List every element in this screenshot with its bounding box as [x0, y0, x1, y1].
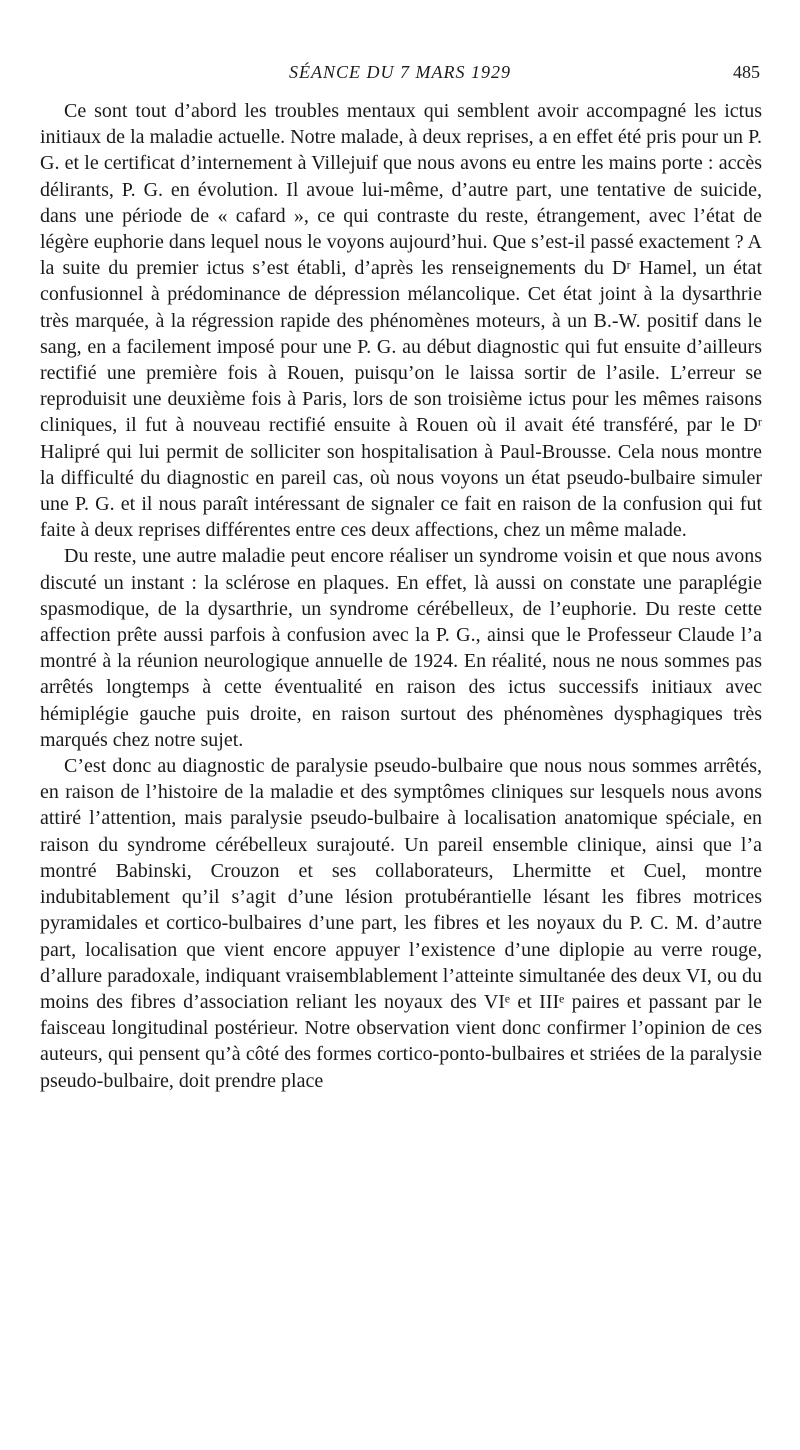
- running-head: [0, 62, 800, 88]
- paragraph-2: Du reste, une autre maladie peut encore réaliser un syndrome voisin et que nous avons discuté un instant : la sclérose en plaques. En effet, là aussi on constate une paraplégie spasmodique, de la dysarthrie, un syndrome cérébelleux, de l’euphorie. Du reste cette affection prête aussi parfois à confusion avec la P. G., ainsi que le Professeur Claude l’a montré à la réunion neurologique annuelle de 1924. En réalité, nous ne nous sommes pas arrêtés longtemps à cette éventualité en raison des ictus successifs initiaux avec hémiplégie gauche puis droite, en raison surtout des phénomènes dysphagiques très marqués chez notre sujet.: [40, 545, 762, 751]
- page-number: 485: [733, 62, 760, 82]
- running-title: SÉANCE DU 7 MARS 1929: [289, 62, 511, 82]
- body-text: [40, 98, 762, 1094]
- paragraph-3: C’est donc au diagnostic de paralysie pseudo-bulbaire que nous nous sommes arrêtés, en raison de l’histoire de la maladie et des symptômes cliniques sur lesquels nous avons attiré l’attention, mais paralysie pseudo-bulbaire à localisation anatomique spéciale, en raison du syndrome cérébelleux surajouté. Un pareil ensemble clinique, ainsi que l’a montré Babinski, Crouzon et ses collaborateurs, Lhermitte et Cuel, montre indubitablement qu’il s’agit d’une lésion protubérantielle lésant les fibres motrices pyramidales et cortico-bulbaires d’une part, les fibres et les noyaux du P. C. M. d’autre part, localisation que vient encore appuyer l’existence d’une diplopie au verre rouge, d’allure paradoxale, indiquant vraisemblablement l’atteinte simultanée des deux VI, ou du moins des fibres d’association reliant les noyaux des VIᵉ et IIIᵉ paires et passant par le faisceau longitudinal postérieur. Notre observation vient donc confirmer l’opinion de ces auteurs, qui pensent qu’à côté des formes cortico-ponto-bulbaires et striées de la paralysie pseudo-bulbaire, doit prendre place: [40, 755, 762, 1092]
- paragraph-1: Ce sont tout d’abord les troubles mentaux qui semblent avoir accompagné les ictus initiaux de la maladie actuelle. Notre malade, à deux reprises, a en effet été pris pour un P. G. et le certificat d’internement à Villejuif que nous avons eu entre les mains porte : accès délirants, P. G. en évolution. Il avoue lui-même, d’autre part, une tentative de suicide, dans une période de « cafard », ce qui contraste du reste, étrangement, avec l’état de légère euphorie dans lequel nous le voyons aujourd’hui. Que s’est-il passé exactement ? A la suite du premier ictus s’est établi, d’après les renseignements du Dʳ Hamel, un état confusionnel à prédominance de dépression mélancolique. Cet état joint à la dysarthrie très marquée, à la régression rapide des phénomènes moteurs, à un B.-W. positif dans le sang, en a facilement imposé pour une P. G. au début diagnostic qui fut ensuite d’ailleurs rectifié une première fois à Rouen, puisqu’on le laissa sortir de l’asile. L’erreur se reproduisit une deuxième fois à Paris, lors de son troisième ictus pour les mêmes raisons cliniques, il fut à nouveau rectifié ensuite à Rouen où il avait été transféré, par le Dʳ Halipré qui lui permit de solliciter son hospitalisation à Paul-Brousse. Cela nous montre la difficulté du diagnostic en pareil cas, où nous voyons un état pseudo-bulbaire simuler une P. G. et il nous paraît intéressant de signaler ce fait en raison de la confusion qui fut faite à deux reprises différentes entre ces deux affections, chez un même malade.: [40, 100, 763, 542]
